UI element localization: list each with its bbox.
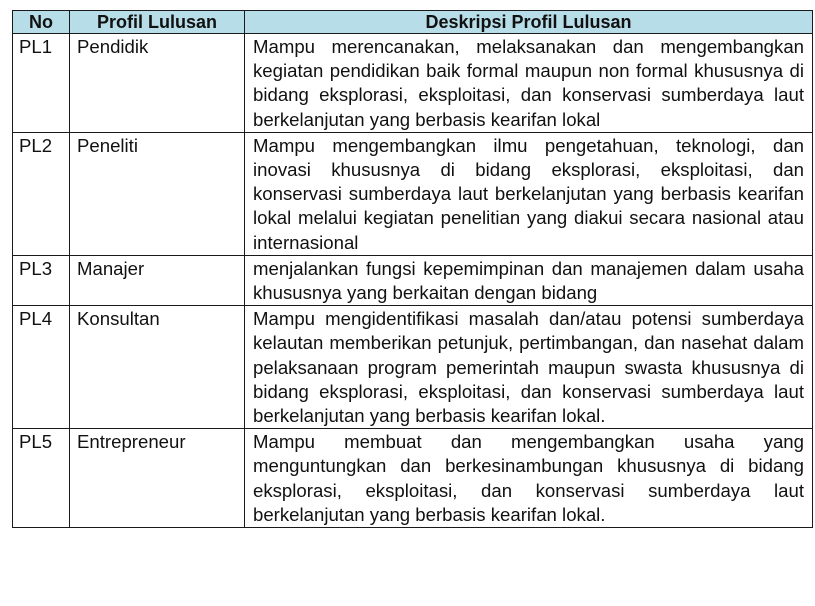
table-row [13,34,813,133]
profil-lulusan-table [12,10,813,528]
table-row [13,255,813,305]
row-deskripsi: Mampu membuat dan mengembangkan usaha yang menguntungkan dan berkesinambungan khususnya di bidang eksplorasi, eksploitasi, dan konservasi sumberdaya laut berkelanjutan yang berbasis kearifan lokal. [245,429,813,528]
row-no: PL3 [13,255,70,305]
row-deskripsi: Mampu mengidentifikasi masalah dan/atau potensi sumberdaya kelautan memberikan petunjuk, pertimbangan, dan nasehat dalam pelaksanaan program pemerintah maupun swasta khususnya di bidang eksplorasi, eksploitasi, dan konservasi sumberdaya laut berkelanjutan yang berbasis kearifan lokal. [245,306,813,429]
table-row [13,306,813,429]
header-deskripsi: Deskripsi Profil Lulusan [245,11,813,34]
row-no: PL1 [13,34,70,133]
row-profil: Entrepreneur [70,429,245,528]
row-deskripsi: Mampu mengembangkan ilmu pengetahuan, teknologi, dan inovasi khususnya di bidang eksplorasi, eksploitasi, dan konservasi sumberdaya laut berkelanjutan yang berbasis kearifan lokal melalui kegiatan penelitian yang diakui secara nasional atau internasional [245,132,813,255]
row-profil: Pendidik [70,34,245,133]
table-row [13,132,813,255]
row-no: PL2 [13,132,70,255]
table-header-row [13,11,813,34]
row-profil: Konsultan [70,306,245,429]
table-row [13,429,813,528]
row-no: PL4 [13,306,70,429]
header-profil-lulusan: Profil Lulusan [70,11,245,34]
row-profil: Peneliti [70,132,245,255]
row-no: PL5 [13,429,70,528]
row-deskripsi: menjalankan fungsi kepemimpinan dan manajemen dalam usaha khususnya yang berkaitan dengan bidang [245,255,813,305]
row-deskripsi: Mampu merencanakan, melaksanakan dan mengembangkan kegiatan pendidikan baik formal maupun non formal khususnya di bidang eksplorasi, eksploitasi, dan konservasi sumberdaya laut berkelanjutan yang berbasis kearifan lokal [245,34,813,133]
header-no: No [13,11,70,34]
row-profil: Manajer [70,255,245,305]
